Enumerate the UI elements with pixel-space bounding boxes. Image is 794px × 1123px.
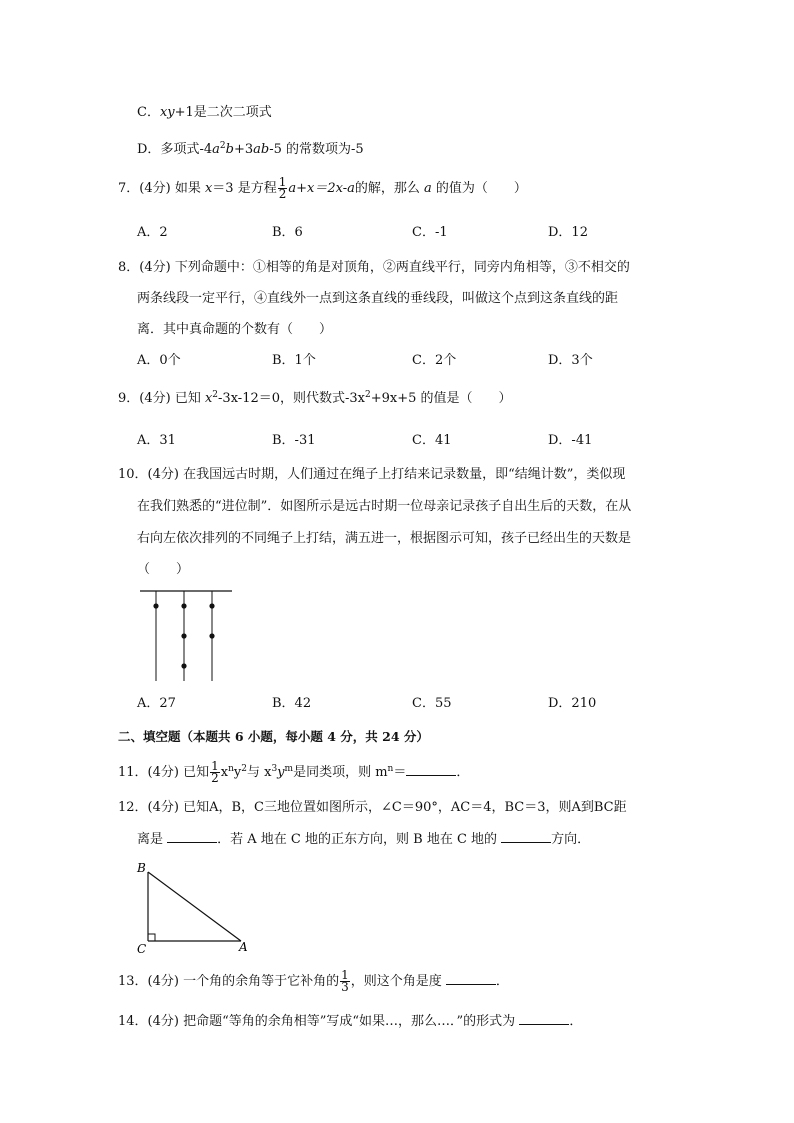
label-a: A — [239, 940, 248, 954]
section-title: 二、填空题（本题共 6 小题，每小题 4 分，共 24 分） — [118, 729, 429, 744]
q7-fraction: $\frac{1}{2}$ — [278, 175, 287, 201]
q7-option-c[interactable]: C．-1 — [412, 225, 448, 240]
q10-line3: 右向左依次排列的不同绳子上打结，满五进一，根据图示可知，孩子已经出生的天数是 — [137, 531, 632, 546]
knot — [209, 633, 214, 638]
q11-answer-blank[interactable] — [406, 763, 456, 776]
q9-question: 9．(4分) 已知 $x^2-3x-12=0$，则代数式$-3x^2+9x+5$ 的值是（ ） — [118, 390, 512, 406]
right-triangle-figure — [135, 858, 255, 956]
q6-option-d: D．多项式$-4a^2b+3ab-5$ 的常数项为-5 — [137, 141, 364, 157]
side-ba — [148, 872, 241, 941]
q7-question: 7．(4分) 如果 x＝3 是方程 $\frac{1}{2}$ a+x＝2x-a的解，那么 a 的值为（ ） — [118, 175, 527, 201]
q11-fraction: $\frac{1}{2}$ — [211, 759, 219, 785]
right-angle-mark — [148, 934, 155, 941]
q10-option-c[interactable]: C．55 — [412, 696, 452, 711]
q12-answer-blank-2[interactable] — [501, 830, 551, 843]
q9-option-d[interactable]: D．-41 — [548, 433, 593, 448]
knot — [153, 603, 158, 608]
label-c: C — [137, 942, 147, 956]
q6-option-c: C．xy+1是二次二项式 — [137, 105, 272, 120]
q13-answer-blank[interactable] — [446, 972, 496, 985]
q9-option-b[interactable]: B．-31 — [272, 433, 316, 448]
q10-option-b[interactable]: B．42 — [272, 696, 312, 711]
q7-option-d[interactable]: D．12 — [548, 225, 588, 240]
q8-option-d[interactable]: D．3个 — [548, 353, 593, 368]
q13-fraction: $\frac{1}{3}$ — [341, 968, 349, 994]
q8-option-c[interactable]: C．2个 — [412, 353, 457, 368]
q8-line3: 离．其中真命题的个数有（ ） — [137, 322, 333, 337]
q10-line4: （ ） — [137, 562, 190, 577]
q9-option-a[interactable]: A．31 — [137, 433, 176, 448]
q11-question: 11．(4分) 已知 $\frac{1}{2}$ $x^ny^2$与 $x^3y^m$是同类项，则 $m^n=$ ． — [118, 759, 470, 785]
q8-line2: 两条线段一定平行，④直线外一点到这条直线的垂线段，叫做这个点到这条直线的距 — [137, 291, 619, 306]
knot — [181, 663, 186, 668]
q14-answer-blank[interactable] — [519, 1012, 569, 1025]
knot-rope-figure — [140, 585, 240, 685]
q10-option-d[interactable]: D．210 — [548, 696, 597, 711]
q13-question: 13．(4分) 一个角的余角等于它补角的 $\frac{1}{3}$ ，则这个角是度 ． — [118, 968, 509, 994]
q12-line1: 12．(4分) 已知A，B，C三地位置如图所示，∠C＝90°，AC＝4，BC＝3，则A到BC距 — [118, 800, 627, 815]
label-b: B — [137, 861, 146, 875]
knot — [209, 603, 214, 608]
q10-line1: 10．(4分) 在我国远古时期，人们通过在绳子上打结来记录数量，即“结绳计数”，类似现 — [118, 467, 626, 482]
q8-line1: 8．(4分) 下列命题中：①相等的角是对顶角，②两直线平行，同旁内角相等，③不相交的 — [118, 260, 630, 275]
q8-option-a[interactable]: A．0个 — [137, 353, 181, 368]
knot — [181, 633, 186, 638]
knot — [181, 603, 186, 608]
q7-option-a[interactable]: A．2 — [137, 225, 168, 240]
q7-option-b[interactable]: B．6 — [272, 225, 303, 240]
q10-option-a[interactable]: A．27 — [137, 696, 176, 711]
q8-option-b[interactable]: B．1个 — [272, 353, 316, 368]
q9-option-c[interactable]: C．41 — [412, 433, 452, 448]
q12-line2: 离是 ．若 A 地在 C 地的正东方向，则 B 地在 C 地的 方向． — [137, 832, 591, 847]
q10-line2: 在我们熟悉的“进位制”．如图所示是远古时期一位母亲记录孩子自出生后的天数，在从 — [137, 499, 632, 514]
q14-question: 14．(4分) 把命题“等角的余角相等”写成“如果…，那么…．”的形式为 ． — [118, 1014, 583, 1029]
q12-answer-blank-1[interactable] — [167, 830, 217, 843]
